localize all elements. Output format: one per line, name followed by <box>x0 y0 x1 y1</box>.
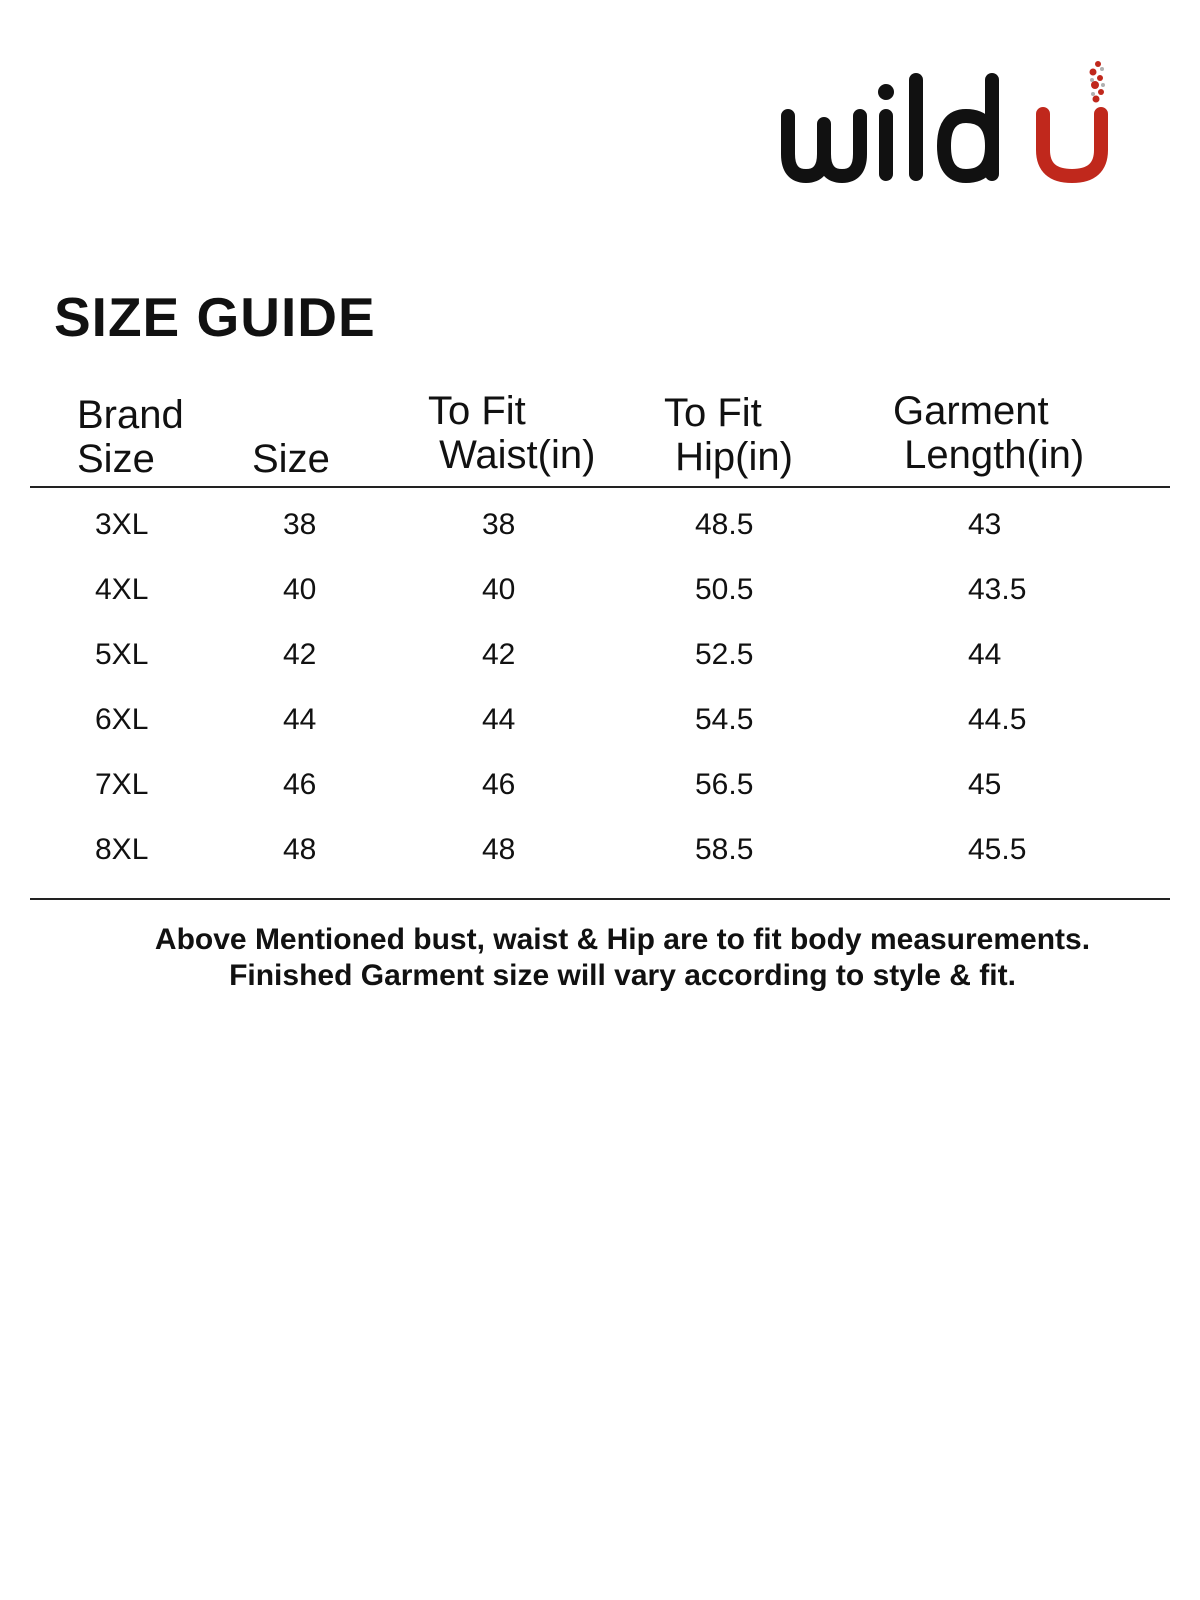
page-title: SIZE GUIDE <box>54 286 376 348</box>
table-row <box>0 635 1200 700</box>
measurement-note <box>0 922 1200 994</box>
cell-size: 40 <box>283 573 317 606</box>
cell-brand-size: 5XL <box>95 638 149 671</box>
table-header <box>0 385 1200 485</box>
cell-length: 44.5 <box>968 703 1027 736</box>
cell-brand-size: 3XL <box>95 508 149 541</box>
cell-length: 45 <box>968 768 1002 801</box>
cell-brand-size: 7XL <box>95 768 149 801</box>
header-hip: To Fit Hip(in) <box>664 391 793 479</box>
cell-waist: 48 <box>482 833 516 866</box>
cell-brand-size: 6XL <box>95 703 149 736</box>
cell-waist: 44 <box>482 703 516 736</box>
table-row <box>0 765 1200 830</box>
cell-waist: 42 <box>482 638 516 671</box>
cell-hip: 50.5 <box>695 573 754 606</box>
table-body <box>0 505 1200 895</box>
cell-hip: 54.5 <box>695 703 754 736</box>
wild-u-logo-icon <box>780 54 1150 194</box>
brand-logo <box>780 54 1150 194</box>
table-row <box>0 700 1200 765</box>
header-length: Garment Length(in) <box>893 389 1085 477</box>
cell-waist: 46 <box>482 768 516 801</box>
cell-hip: 52.5 <box>695 638 754 671</box>
cell-size: 38 <box>283 508 317 541</box>
cell-hip: 56.5 <box>695 768 754 801</box>
cell-length: 44 <box>968 638 1002 671</box>
cell-brand-size: 8XL <box>95 833 149 866</box>
header-size: Size <box>252 437 330 481</box>
table-bottom-divider <box>30 898 1170 900</box>
cell-length: 43 <box>968 508 1002 541</box>
cell-size: 42 <box>283 638 317 671</box>
cell-length: 43.5 <box>968 573 1027 606</box>
table-row <box>0 830 1200 895</box>
cell-size: 44 <box>283 703 317 736</box>
header-brand-size: Brand Size <box>77 393 184 481</box>
table-row <box>0 570 1200 635</box>
cell-waist: 38 <box>482 508 516 541</box>
cell-size: 48 <box>283 833 317 866</box>
cell-hip: 48.5 <box>695 508 754 541</box>
table-row <box>0 505 1200 570</box>
table-top-divider <box>30 486 1170 488</box>
cell-length: 45.5 <box>968 833 1027 866</box>
header-waist: To Fit Waist(in) <box>428 389 596 477</box>
cell-waist: 40 <box>482 573 516 606</box>
note-line-1: Above Mentioned bust, waist & Hip are to fit body measurements. <box>154 923 1091 956</box>
note-line-2: Finished Garment size will vary according to style & fit. <box>229 959 1016 992</box>
cell-brand-size: 4XL <box>95 573 149 606</box>
cell-size: 46 <box>283 768 317 801</box>
cell-hip: 58.5 <box>695 833 754 866</box>
